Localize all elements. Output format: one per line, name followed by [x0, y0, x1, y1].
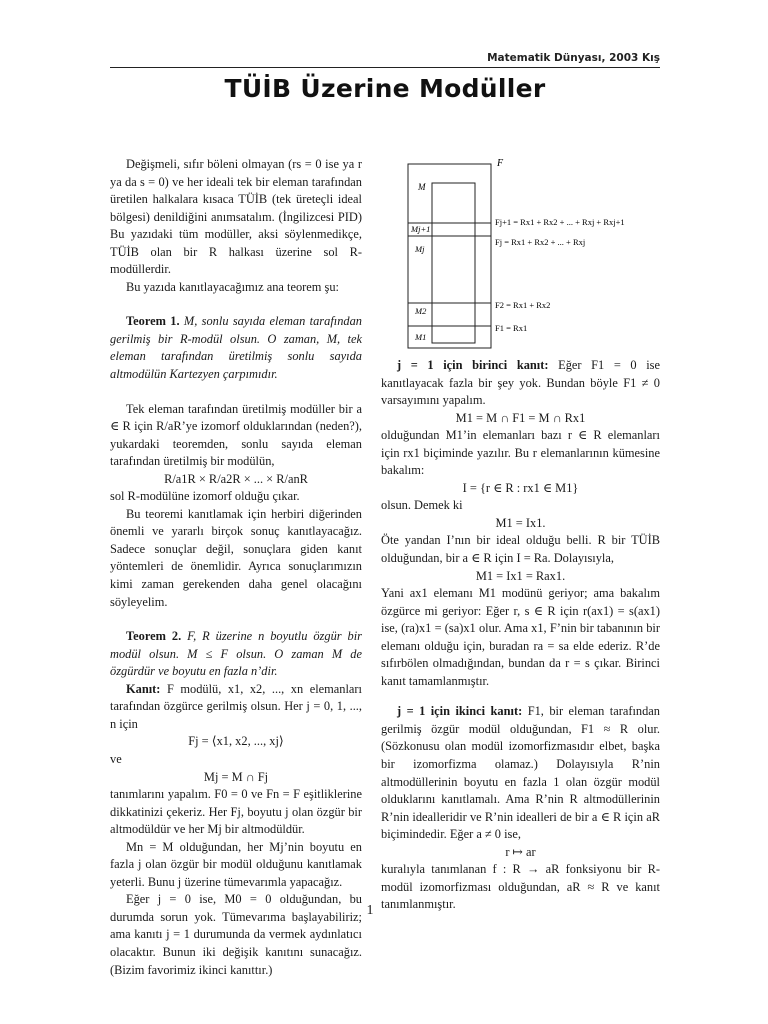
- right-column: [381, 357, 660, 914]
- equation-M1-intersection: M1 = M ∩ F1 = M ∩ Rx1: [455, 410, 586, 425]
- diagram-eq-Fj: Fj = Rx1 + Rx2 + ... + Rxj: [495, 237, 586, 247]
- diagram-label-M2: M2: [415, 306, 427, 316]
- diagram-label-Mj1: Mj+1: [411, 224, 431, 234]
- proof-1: j = 1 için birinci kanıt: Eğer F1 = 0 ise kanıtlayacak fazla bir şey yok. Bundan böyle F1 ≠ 0 varsayımını yapalım.: [381, 358, 660, 408]
- paragraph-base-case: Eğer j = 0 ise, M0 = 0 olduğundan, bu durumda sorun yok. Tümevarıma başlayabiliriz; ama kanıtı j = 1 durumunda da vermek aydınlatıcı olacaktır. Bunun iki değişik kanıtını sunacağız. (Bizim favorimiz ikinci kanıttır.): [110, 892, 362, 977]
- equation-Fj: Fj = ⟨x1, x2, ..., xj⟩: [188, 734, 284, 749]
- paragraph-ideal: Öte yandan I’nın bir ideal olduğu belli. R bir TÜİB olduğundan, bir a ∈ R için I = Ra. Dolayısıyla,: [381, 533, 660, 566]
- module-diagram: [381, 150, 666, 355]
- diagram-eq-F2: F2 = Rx1 + Rx2: [495, 300, 551, 310]
- article-title: TÜİB Üzerine Modüller: [224, 74, 546, 103]
- diagram-label-Mj: Mj: [415, 244, 425, 254]
- theorem-2: Teorem 2. F, R üzerine n boyutlu özgür bir modül olsun. M ≤ F olsun. O zaman M de özgürdür ve boyutu en fazla n’dir.: [110, 629, 362, 679]
- proof-start: Kanıt: F modülü, x1, x2, ..., xn elemanları tarafından özgürce gerilmiş olsun. Her j = 0, 1, ..., n için: [110, 681, 362, 731]
- intro-paragraph: Değişmeli, sıfır böleni olmayan (rs = 0 ise ya r ya da s = 0) ve her ideali tek bir eleman tarafından üretilen halkalara kısaca TÜİB (tek üreteçli ideal bölgesi) denildiğini anımsatalım. (İngilizcesi PID) Bu yazıdaki tüm modüller, aksi söylenmedikçe, TÜİB olan bir R halkası üzerine sol R-modüllerdir.: [110, 157, 362, 277]
- diagram-svg: [381, 150, 666, 355]
- word-ve: ve: [110, 751, 122, 766]
- diagram-M-box: [432, 183, 475, 343]
- main-theorem-intro: Bu yazıda kanıtlayacağımız ana teorem şu:: [126, 279, 339, 294]
- paragraph-demek-ki: olsun. Demek ki: [381, 498, 463, 513]
- proof-2: j = 1 için ikinci kanıt: F1, bir eleman tarafından gerilmiş özgür modül olduğundan, F1 ≈ R olur. (Sözkonusu olan modül izomorfizmasıdır elbet, başka bir izomorfizma olamaz.) Dolayısıyla R’nin altmodüllerinin boyutu en fazla 1 olan özgür modül olduklarını kanıtlamalı. Ama R’nin R altmodüllerinin R’nin idealleridir ve R’nin idealleri de bir a ∈ R için aR biçimindedir. Eğer a ≠ 0 ise,: [381, 704, 660, 842]
- page-number: 1: [366, 903, 374, 918]
- diagram-label-M: M: [418, 182, 426, 192]
- theorem-1: Teorem 1. M, sonlu sayıda eleman tarafından gerilmiş bir R-modül olsun. O zaman, M, tek eleman tarafından üretilmiş sonlu sayıda altmodülün Kartezyen çarpımıdır.: [110, 314, 362, 382]
- diagram-label-M1: M1: [415, 332, 427, 342]
- paragraph-cyclic-modules: Tek eleman tarafından üretilmiş modüller bir a ∈ R için R/aR’ye izomorf olduklarından (neden?), yukardaki teoremden, sonlu sayıda eleman tarafından üretilmiş bir modülün,: [110, 401, 362, 469]
- diagram-eq-F1: F1 = Rx1: [495, 323, 528, 333]
- diagram-label-F: F: [497, 158, 504, 169]
- paragraph-definitions: tanımlarını yapalım. F0 = 0 ve Fn = F eşitliklerine dikkatinizi çekeriz. Her Fj, boyutu j olan özgür bir altmodüldür ve her Mj bir altmodüldür.: [110, 787, 362, 837]
- journal-header: Matematik Dünyası, 2003 Kış: [487, 52, 660, 64]
- equation-ideal-I: I = {r ∈ R : rx1 ∈ M1}: [462, 480, 579, 495]
- equation-Mj: Mj = M ∩ Fj: [203, 769, 269, 784]
- equation-quotient-product: R/a1R × R/a2R × ... × R/anR: [164, 471, 308, 486]
- left-column: [110, 156, 362, 979]
- equation-M1-Ix1: M1 = Ix1.: [495, 515, 546, 530]
- header-rule: [110, 67, 660, 68]
- paragraph-elements: olduğundan M1’in elemanları bazı r ∈ R elemanları için rx1 biçiminde yazılır. Bu r elemanlarının kümesine bakalım:: [381, 428, 660, 478]
- paragraph-induction: Mn = M olduğundan, her Mj’nin boyutu en fazla j olan özgür bir modül olduğunu kanıtlamak yeterli. Bunu j üzerine tümevarımla yapacağız.: [110, 839, 362, 889]
- diagram-eq-Fj1: Fj+1 = Rx1 + Rx2 + ... + Rxj + Rxj+1: [495, 217, 625, 227]
- paragraph-isomorphic: sol R-modülüne izomorf olduğu çıkar.: [110, 489, 300, 504]
- paragraph-free: Yani ax1 elemanı M1 modünü geriyor; ama bakalım özgürce mi geriyor: Eğer r, s ∈ R için r(ax1) = s(ax1) ise, (ra)x1 = (sa)x1 olur. Ama x1, F’nin bir tabanının bir elemanı olduğu için, buradan ra = sa elde ederiz. R’de sıfırbölen olmadığından, bundan da r = s çıkar. Birinci kanıt tamamlanmıştır.: [381, 586, 660, 688]
- equation-M1-Rax1: M1 = Ix1 = Rax1.: [475, 568, 566, 583]
- paragraph-isomorphism: kuralıyla tanımlanan f : R → aR fonksiyonu bir R-modül izomorfizması olduğundan, aR ≈ R ve kanıt tanımlanmıştır.: [381, 862, 660, 912]
- equation-map: r ↦ ar: [505, 844, 536, 859]
- paragraph-methods: Bu teoremi kanıtlamak için herbiri diğerinden önemli ve yararlı birçok sonuç kanıtlayacağız. Sadece sonuçlar değil, sonuçlara giden kanıt yöntemleri de önemlidir. Ayrıca sonuçlarımızın kimi zaman gerekenden daha genel olacağını söyleyelim.: [110, 506, 362, 609]
